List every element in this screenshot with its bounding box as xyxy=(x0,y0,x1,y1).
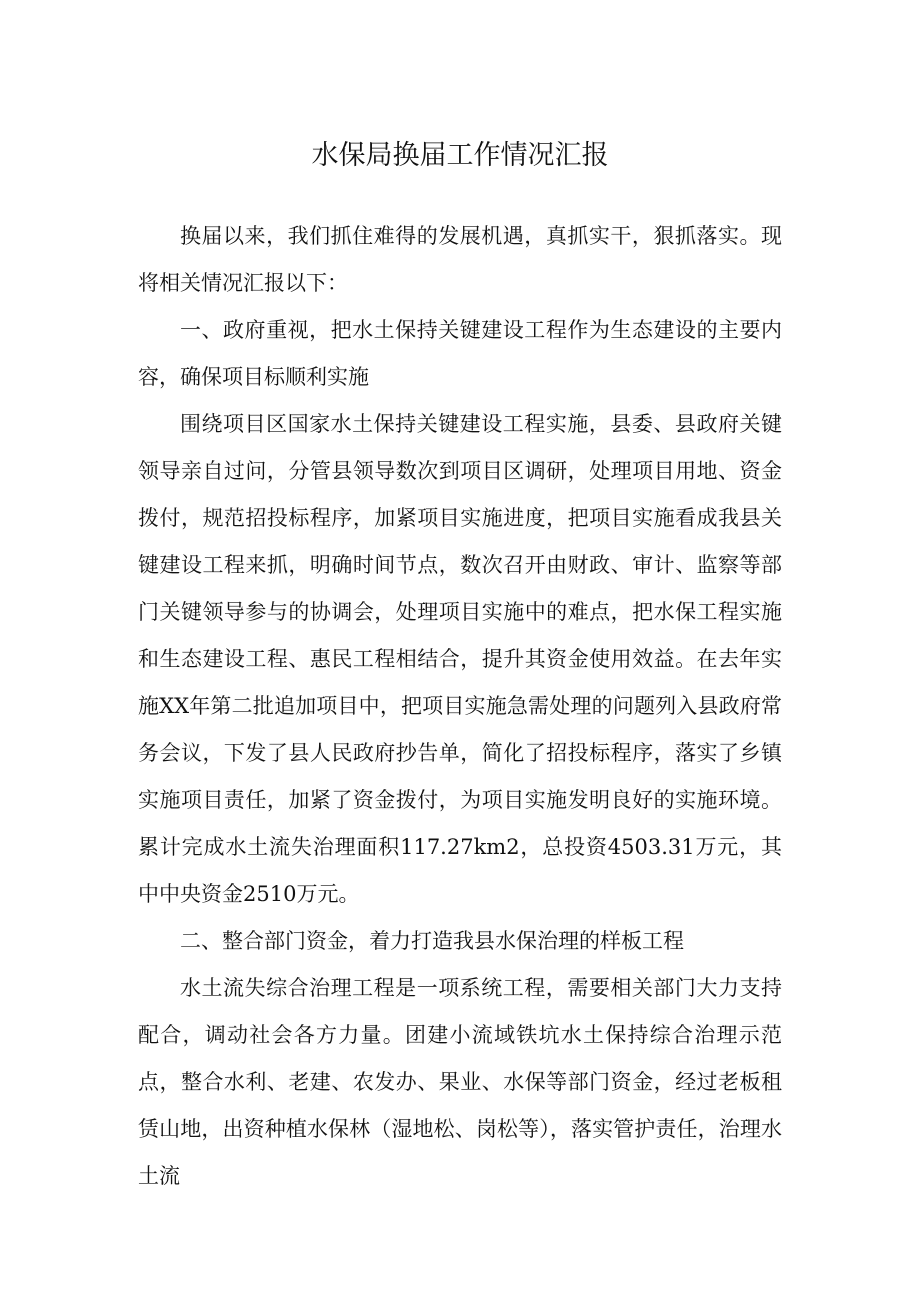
paragraph-intro: 换届以来，我们抓住难得的发展机遇，真抓实干，狠抓落实。现将相关情况汇报以下： xyxy=(138,224,782,295)
document-body xyxy=(138,213,782,1200)
section-heading-1: 一、政府重视，把水土保持关键建设工程作为生态建设的主要内容，确保项目标顺利实施 xyxy=(138,318,782,389)
page-title: 水保局换届工作情况汇报 xyxy=(311,140,609,172)
paragraph-section-2: 水土流失综合治理工程是一项系统工程，需要相关部门大力支持配合，调动社会各方力量。团建小流域铁坑水土保持综合治理示范点，整合水利、老建、农发办、果业、水保等部门资金，经过老板租赁山地，出资种植水保林（湿地松、岗松等），落实管护责任，治理水土流 xyxy=(138,976,782,1188)
paragraph-section-1: 围绕项目区国家水土保持关键建设工程实施，县委、县政府关键领导亲自过问，分管县领导数次到项目区调研，处理项目用地、资金拨付，规范招投标程序，加紧项目实施进度，把项目实施看成我县关键建设工程来抓，明确时间节点，数次召开由财政、审计、监察等部门关键领导参与的协调会，处理项目实施中的难点，把水保工程实施和生态建设工程、惠民工程相结合，提升其资金使用效益。在去年实施XX年第二批追加项目中，把项目实施急需处理的问题列入县政府常务会议，下发了县人民政府抄告单，简化了招投标程序，落实了乡镇实施项目责任，加紧了资金拨付，为项目实施发明良好的实施环境。累计完成水土流失治理面积117.27km2，总投资4503.31万元，其中中央资金2510万元。 xyxy=(138,412,782,906)
section-heading-2: 二、整合部门资金，着力打造我县水保治理的样板工程 xyxy=(180,929,684,953)
